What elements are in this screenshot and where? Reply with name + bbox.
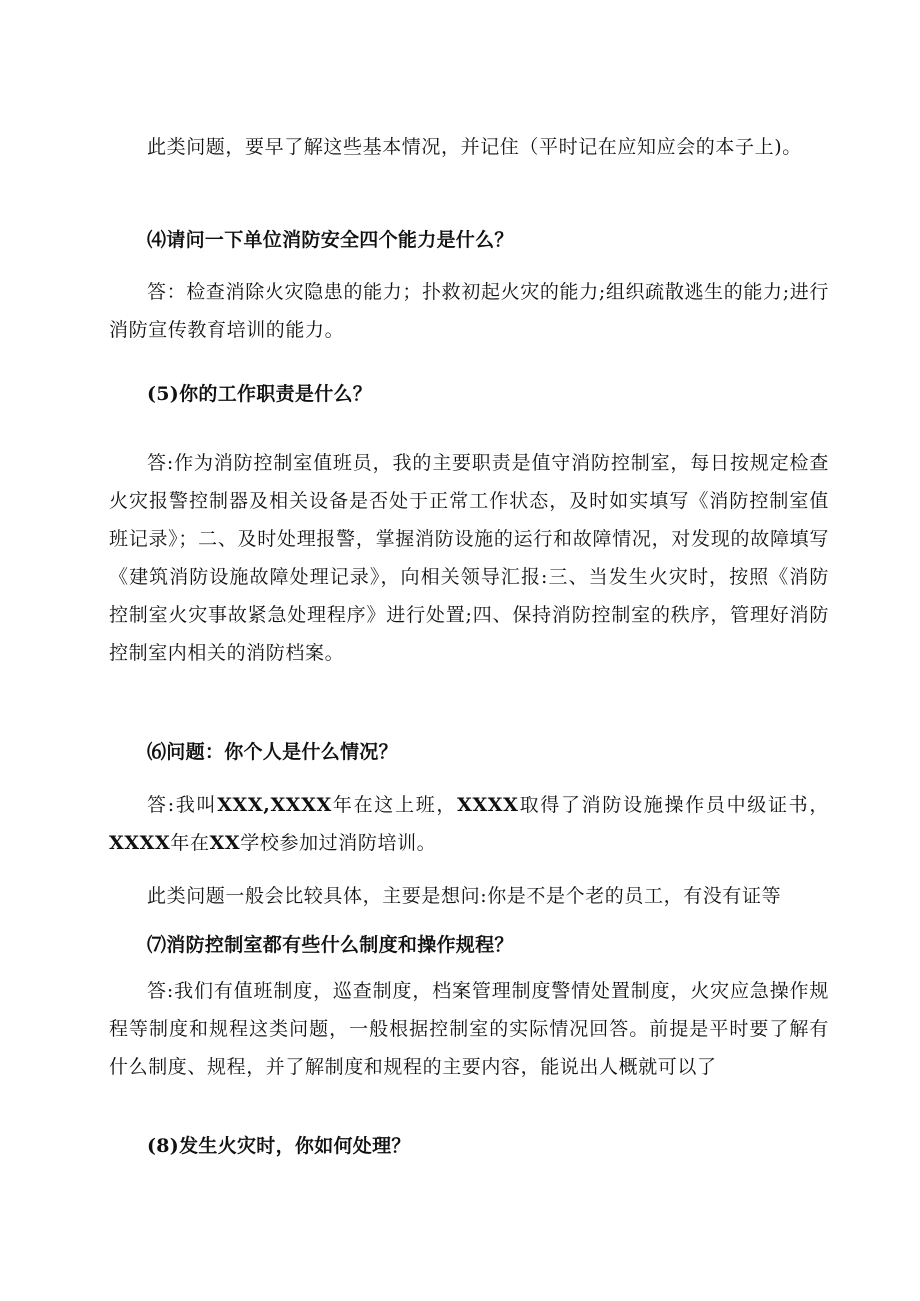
- question-8: (8)发生火灾时，你如何处理？: [147, 1135, 411, 1157]
- question-7: ⑺消防控制室都有些什么制度和操作规程？: [147, 934, 514, 956]
- answer-5: 答:作为消防控制室值班员，我的主要职责是值守消防控制室，每日按规定检查火灾报警控制器及相关设备是否处于正常工作状态，及时如实填写《消防控制室值班记录》；二、及时处理报警，掌握消防设施的运行和故障情况，对发现的故障填写《建筑消防设施故障处理记录》，向相关领导汇报:三、当发生火灾时，按照《消防控制室火灾事故紧急处理程序》进行处置;四、保持消防控制室的秩序，管理好消防控制室内相关的消防档案。: [109, 452, 829, 664]
- answer-4: 答：检查消除火灾隐患的能力；扑救初起火灾的能力;组织疏散逃生的能力;进行消防宣传教育培训的能力。: [109, 281, 829, 341]
- answer-6: 答:我叫XXX,XXXX年在这上班，XXXX取得了消防设施操作员中级证书，XXXX年在XX学校参加过消防培训。: [109, 794, 829, 854]
- note-6: 此类问题一般会比较具体，主要是想问:你是不是个老的员工，有没有证等: [147, 885, 782, 907]
- question-5: (5)你的工作职责是什么？: [147, 383, 373, 405]
- intro-paragraph: 此类问题，要早了解这些基本情况，并记住（平时记在应知应会的本子上)。: [147, 136, 802, 158]
- question-4: ⑷请问一下单位消防安全四个能力是什么？: [147, 229, 514, 251]
- answer-7: 答:我们有值班制度，巡查制度，档案管理制度警情处置制度，火灾应急操作规程等制度和规程这类问题，一般根据控制室的实际情况回答。前提是平时要了解有什么制度、规程，并了解制度和规程的主要内容，能说出人概就可以了: [109, 980, 829, 1078]
- question-6: ⑹问题：你个人是什么情况？: [147, 741, 398, 763]
